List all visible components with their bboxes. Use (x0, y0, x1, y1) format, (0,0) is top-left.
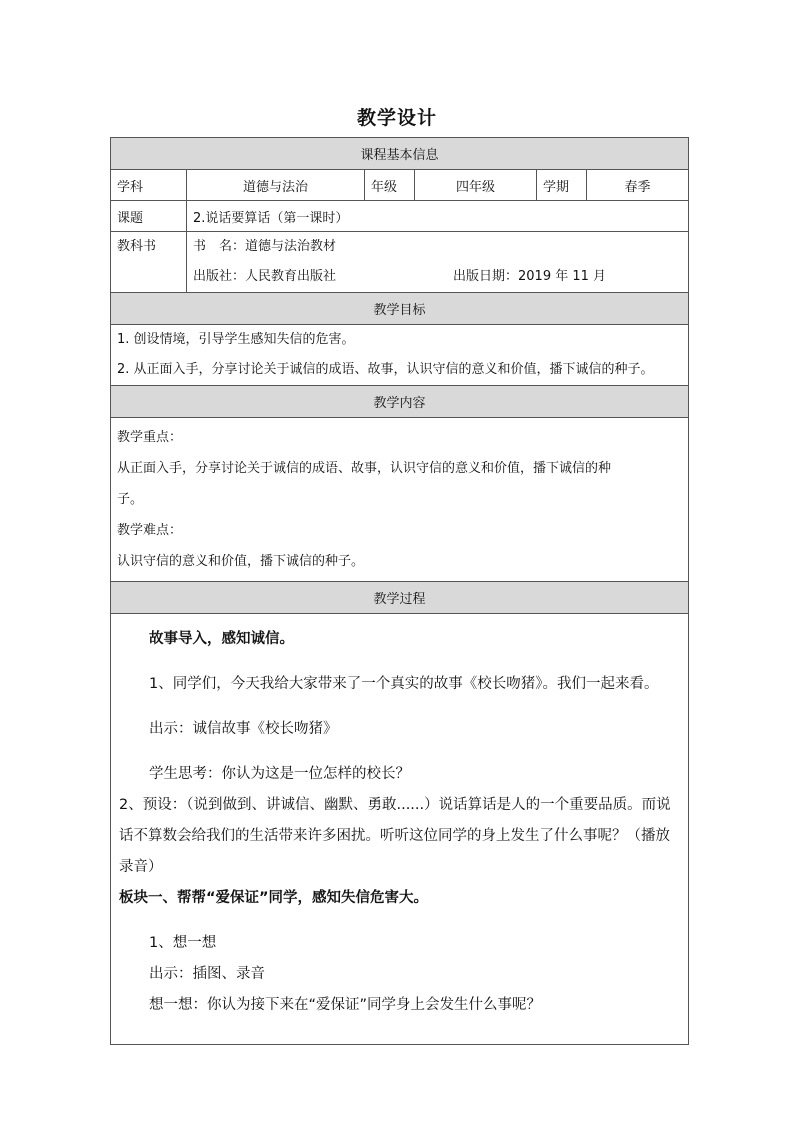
subject-value: 道德与法治 (187, 170, 365, 201)
content-body (111, 418, 689, 582)
objectives-list (111, 325, 689, 386)
process-paragraph: 出示：插图、录音 (149, 966, 265, 982)
grade-label: 年级 (365, 170, 415, 201)
process-body (111, 614, 689, 1045)
process-paragraph: 出示：诚信故事《校长吻猪》 (149, 721, 338, 737)
objective-item: 2. 从正面入手，分享讨论关于诚信的成语、故事，认识守信的意义和价值，播下诚信的种子。 (117, 362, 654, 377)
process-paragraph: 1、想一想 (149, 935, 217, 951)
subject-label: 学科 (111, 170, 187, 201)
objective-item: 1. 创设情境，引导学生感知失信的危害。 (117, 332, 355, 347)
key-points-label: 教学重点： (117, 430, 183, 445)
term-value: 春季 (587, 170, 689, 201)
lesson-plan-table (110, 137, 689, 1045)
difficulty-label: 教学难点： (117, 523, 183, 538)
content-header: 教学内容 (111, 386, 689, 418)
basic-info-header: 课程基本信息 (111, 138, 689, 170)
publisher: 出版社：人民教育出版社 (193, 269, 337, 284)
process-paragraph: 学生思考：你认为这是一位怎样的校长？ (149, 766, 410, 782)
process-paragraph: 2、预设：（说到做到、讲诚信、幽默、勇敢......）说话算话是人的一个重要品质。而说话不算数会给我们的生活带来许多困扰。听听这位同学的身上发生了什么事呢？（播放录音） (119, 797, 671, 875)
topic-label: 课题 (111, 201, 187, 232)
process-header: 教学过程 (111, 582, 689, 614)
process-paragraph: 想一想：你认为接下来在“爱保证”同学身上会发生什么事呢？ (149, 997, 542, 1013)
block1-heading: 板块一、帮帮“爱保证”同学，感知失信危害大。 (119, 890, 429, 906)
grade-value: 四年级 (415, 170, 537, 201)
book-name: 书 名：道德与法治教材 (193, 239, 337, 254)
process-paragraph: 1、同学们，今天我给大家带来了一个真实的故事《校长吻猪》。我们一起来看。 (149, 676, 659, 692)
key-points-text: 从正面入手，分享讨论关于诚信的成语、故事，认识守信的意义和价值，播下诚信的种 (117, 461, 612, 476)
document-title: 教学设计 (356, 107, 437, 129)
textbook-info (187, 232, 689, 293)
publish-date: 出版日期：2019 年 11 月 (453, 269, 607, 284)
intro-heading: 故事导入，感知诚信。 (149, 631, 294, 647)
key-points-text-cont: 子。 (117, 492, 144, 507)
topic-value: 2.说话要算话（第一课时） (187, 201, 689, 232)
term-label: 学期 (537, 170, 587, 201)
objectives-header: 教学目标 (111, 293, 689, 325)
difficulty-text: 认识守信的意义和价值，播下诚信的种子。 (117, 554, 365, 569)
textbook-label: 教科书 (111, 232, 187, 293)
